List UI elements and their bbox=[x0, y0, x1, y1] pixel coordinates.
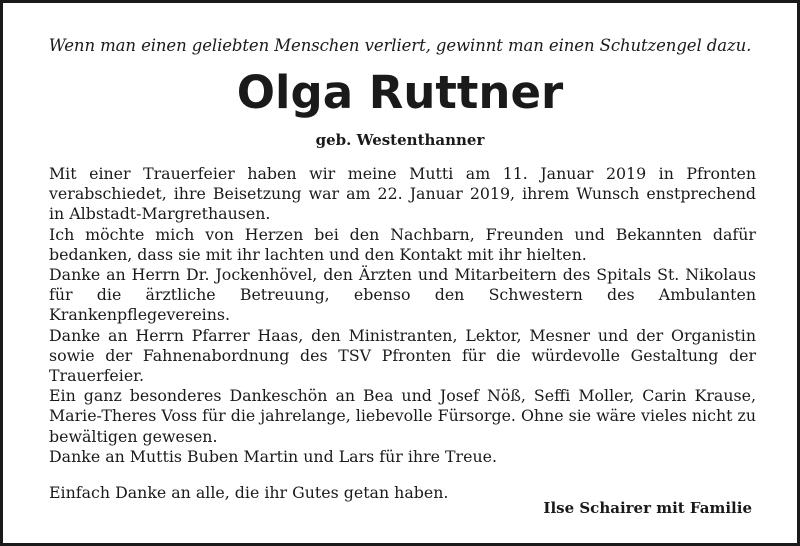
thank-you-text bbox=[49, 164, 756, 503]
paragraph-caregivers: Ein ganz besonderes Dankeschön an Bea und Josef Nöß, Seffi Moller, Carin Krause, Marie-Theres Voss für die jahrelange, liebevolle Fürsorge. Ohne sie wäre vieles nicht zu bewältigen gewesen. bbox=[49, 386, 756, 446]
deceased-name: Olga Ruttner bbox=[236, 66, 564, 119]
signature: Ilse Schairer mit Familie bbox=[543, 499, 752, 517]
paragraph-doctors: Danke an Herrn Dr. Jockenhövel, den Ärzten und Mitarbeitern des Spitals St. Nikolaus für die ärztliche Betreuung, ebenso den Schwestern des Ambulanten Krankenpflegevereins. bbox=[49, 265, 756, 325]
motto-line: Wenn man einen geliebten Menschen verliert, gewinnt man einen Schutzengel dazu. bbox=[48, 36, 752, 55]
paragraph-funeral: Mit einer Trauerfeier haben wir meine Mutti am 11. Januar 2019 in Pfronten verabschiedet, ihre Beisetzung war am 22. Januar 2019, ihrem Wunsch enstprechend in Albstadt-Margrethausen. bbox=[49, 164, 756, 224]
closing-line: Einfach Danke an alle, die ihr Gutes getan haben. bbox=[49, 483, 449, 503]
paragraph-clergy: Danke an Herrn Pfarrer Haas, den Ministranten, Lektor, Mesner und der Organistin sowie der Fahnenabordnung des TSV Pfronten für die würdevolle Gestaltung der Trauerfeier. bbox=[49, 325, 756, 386]
birth-name: geb. Westenthanner bbox=[315, 131, 485, 149]
paragraph-neighbors: Ich möchte mich von Herzen bei den Nachbarn, Freunden und Bekannten dafür bedanken, dass sie mit ihr lachten und den Kontakt mit ihr hielten. bbox=[49, 224, 756, 264]
paragraph-grandsons: Danke an Muttis Buben Martin und Lars für ihre Treue. bbox=[49, 446, 498, 466]
